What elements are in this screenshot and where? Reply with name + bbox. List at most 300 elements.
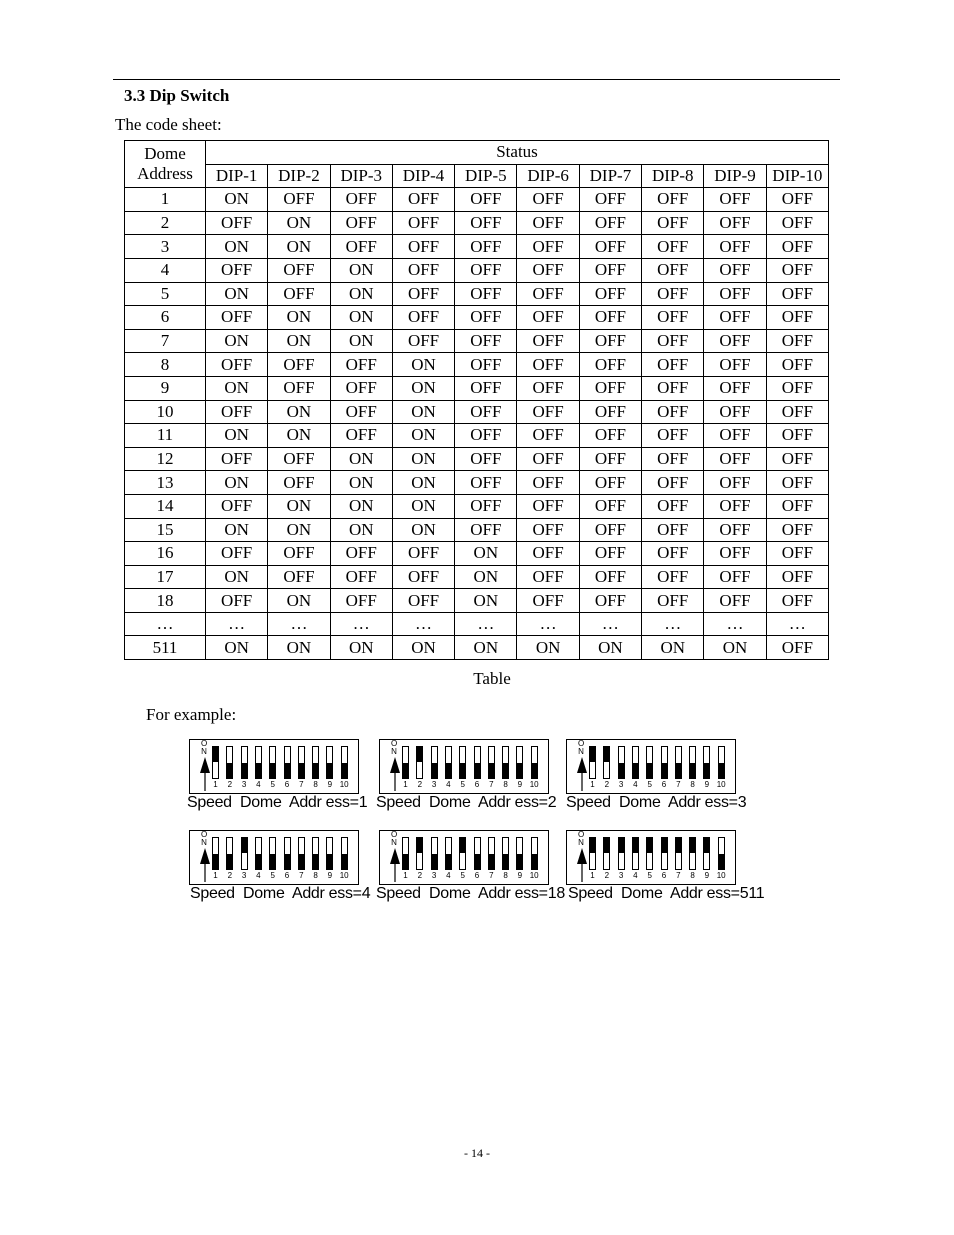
dip-example-label: Speed Dome Addr ess=3 <box>566 794 747 811</box>
switch-knob <box>446 763 451 778</box>
switch-number: 5 <box>460 871 465 880</box>
address-cell: 10 <box>125 400 206 424</box>
on-label <box>391 831 397 847</box>
dip-switch-2 <box>416 746 423 779</box>
status-cell: … <box>455 612 517 636</box>
status-cell: OFF <box>766 188 828 212</box>
status-cell: OFF <box>766 258 828 282</box>
table-row <box>125 235 829 259</box>
switch-knob <box>242 838 247 853</box>
dip-switch-diagram <box>566 830 736 885</box>
status-cell: OFF <box>517 494 579 518</box>
switch-knob <box>327 854 332 869</box>
status-cell: ON <box>268 518 330 542</box>
dip-switch-7 <box>488 837 495 870</box>
on-letter-o: O <box>201 739 208 748</box>
status-cell: OFF <box>642 424 704 448</box>
status-cell: ON <box>206 424 268 448</box>
dip-switch-8 <box>689 746 696 779</box>
dip-switch-4 <box>255 837 262 870</box>
status-cell: ON <box>206 188 268 212</box>
status-cell: OFF <box>455 494 517 518</box>
status-cell: ON <box>392 518 454 542</box>
status-cell: ON <box>392 447 454 471</box>
status-cell: ON <box>268 636 330 660</box>
status-cell: OFF <box>268 282 330 306</box>
status-cell: OFF <box>579 282 641 306</box>
dip-switch-1 <box>589 746 596 779</box>
status-cell: OFF <box>517 376 579 400</box>
table-row <box>125 542 829 566</box>
switch-knob <box>313 854 318 869</box>
status-cell: OFF <box>455 518 517 542</box>
switch-knob <box>633 838 638 853</box>
switch-knob <box>647 763 652 778</box>
table-row <box>125 376 829 400</box>
column-header: DIP-10 <box>766 164 828 188</box>
status-cell: OFF <box>517 400 579 424</box>
status-cell: ON <box>330 258 392 282</box>
status-cell: ON <box>517 636 579 660</box>
dip-switch-9 <box>326 837 333 870</box>
status-cell: OFF <box>517 258 579 282</box>
switch-number: 3 <box>431 780 437 789</box>
switch-knob <box>676 838 681 853</box>
status-cell: OFF <box>704 376 766 400</box>
dip-switch-2 <box>603 746 610 779</box>
dip-switch-5 <box>269 746 276 779</box>
status-cell: OFF <box>766 211 828 235</box>
address-cell: 17 <box>125 565 206 589</box>
switch-number: 3 <box>241 871 247 880</box>
dip-switch-9 <box>703 837 710 870</box>
status-cell: ON <box>392 636 454 660</box>
dip-switch-10 <box>341 746 348 779</box>
switch-knob <box>489 854 494 869</box>
status-cell: OFF <box>392 258 454 282</box>
status-cell: OFF <box>766 353 828 377</box>
switch-number: 9 <box>517 871 523 880</box>
address-cell: 13 <box>125 471 206 495</box>
dip-switch-8 <box>502 837 509 870</box>
status-cell: OFF <box>579 447 641 471</box>
status-cell: OFF <box>206 542 268 566</box>
status-cell: OFF <box>579 589 641 613</box>
status-cell: OFF <box>455 400 517 424</box>
status-cell: ON <box>268 589 330 613</box>
switch-number: 4 <box>446 780 451 789</box>
status-cell: OFF <box>392 211 454 235</box>
dip-switch-7 <box>675 746 682 779</box>
dip-switch-6 <box>284 746 291 779</box>
switch-number: 10 <box>716 871 726 880</box>
table-row <box>125 400 829 424</box>
table-row <box>125 494 829 518</box>
switch-knob <box>532 854 537 869</box>
status-cell: OFF <box>766 235 828 259</box>
table-row <box>125 471 829 495</box>
dip-switch-9 <box>516 837 523 870</box>
status-cell: OFF <box>392 542 454 566</box>
status-cell: ON <box>330 636 392 660</box>
status-cell: OFF <box>704 235 766 259</box>
address-cell: 5 <box>125 282 206 306</box>
status-cell: OFF <box>268 353 330 377</box>
dip-switch-diagram <box>189 739 359 794</box>
table-row <box>125 329 829 353</box>
switch-number: 9 <box>517 780 523 789</box>
on-label <box>391 740 397 756</box>
status-cell: OFF <box>392 282 454 306</box>
switch-number: 2 <box>417 871 423 880</box>
status-cell: OFF <box>704 282 766 306</box>
switch-knob <box>619 838 624 853</box>
status-cell: … <box>704 612 766 636</box>
section-title: 3.3 Dip Switch <box>124 86 230 105</box>
table-row <box>125 353 829 377</box>
address-cell: 8 <box>125 353 206 377</box>
dip-switch-10 <box>531 746 538 779</box>
on-letter-n: N <box>201 747 207 756</box>
dip-switch-1 <box>402 837 409 870</box>
switch-number: 2 <box>604 780 610 789</box>
switch-number: 4 <box>633 780 638 789</box>
status-cell: OFF <box>206 400 268 424</box>
status-cell: ON <box>579 636 641 660</box>
table-row <box>125 636 829 660</box>
status-cell: OFF <box>330 424 392 448</box>
status-cell: OFF <box>517 353 579 377</box>
switch-knob <box>590 747 595 762</box>
dip-switch-1 <box>212 746 219 779</box>
status-cell: OFF <box>704 589 766 613</box>
status-cell: ON <box>392 424 454 448</box>
status-cell: OFF <box>766 376 828 400</box>
status-cell: OFF <box>579 494 641 518</box>
status-cell: OFF <box>330 565 392 589</box>
status-cell: OFF <box>642 235 704 259</box>
dip-switch-3 <box>241 837 248 870</box>
intro-text: The code sheet: <box>115 115 222 134</box>
table-row <box>125 282 829 306</box>
switch-number: 3 <box>431 871 437 880</box>
status-cell: OFF <box>455 235 517 259</box>
code-sheet-table <box>124 140 829 660</box>
status-cell: OFF <box>642 211 704 235</box>
status-cell: … <box>517 612 579 636</box>
dip-switch-4 <box>632 746 639 779</box>
switch-number: 5 <box>270 871 275 880</box>
switch-knob <box>299 854 304 869</box>
status-cell: OFF <box>455 282 517 306</box>
switch-knob <box>503 763 508 778</box>
address-cell: 6 <box>125 306 206 330</box>
table-row <box>125 565 829 589</box>
status-cell: OFF <box>268 258 330 282</box>
status-cell: ON <box>268 424 330 448</box>
dip-switch-6 <box>474 837 481 870</box>
switch-number: 1 <box>403 780 408 789</box>
table-row <box>125 589 829 613</box>
status-cell: OFF <box>330 589 392 613</box>
status-cell: OFF <box>579 376 641 400</box>
on-label <box>201 831 207 847</box>
dip-switch-9 <box>703 746 710 779</box>
switch-number: 7 <box>299 871 304 880</box>
column-header: DIP-9 <box>704 164 766 188</box>
status-cell: ON <box>392 353 454 377</box>
example-label: For example: <box>146 705 237 724</box>
status-cell: ON <box>268 400 330 424</box>
column-header: DIP-8 <box>642 164 704 188</box>
status-cell: ON <box>268 494 330 518</box>
switch-number: 7 <box>676 871 681 880</box>
switch-number: 5 <box>647 871 652 880</box>
switch-number: 4 <box>256 780 261 789</box>
dip-switch-5 <box>459 746 466 779</box>
switch-number: 7 <box>299 780 304 789</box>
switch-number: 7 <box>489 871 494 880</box>
status-cell: OFF <box>766 424 828 448</box>
column-header: DIP-1 <box>206 164 268 188</box>
header-rule <box>113 79 840 80</box>
status-cell: OFF <box>517 424 579 448</box>
table-row <box>125 211 829 235</box>
status-cell: OFF <box>642 518 704 542</box>
status-cell: OFF <box>455 353 517 377</box>
status-cell: OFF <box>642 376 704 400</box>
table-caption: Table <box>473 669 511 688</box>
switch-knob <box>270 854 275 869</box>
status-cell: OFF <box>579 424 641 448</box>
switch-knob <box>503 854 508 869</box>
switch-knob <box>690 838 695 853</box>
status-cell: OFF <box>455 424 517 448</box>
on-letter-n: N <box>578 747 584 756</box>
switch-knob <box>475 763 480 778</box>
address-cell: 511 <box>125 636 206 660</box>
switch-knob <box>633 763 638 778</box>
status-cell: OFF <box>517 471 579 495</box>
status-cell: ON <box>206 376 268 400</box>
status-cell: ON <box>392 400 454 424</box>
switch-knob <box>417 838 422 853</box>
dip-switch-10 <box>341 837 348 870</box>
switch-knob <box>256 854 261 869</box>
status-cell: OFF <box>268 565 330 589</box>
switch-number: 5 <box>647 780 652 789</box>
dip-switch-3 <box>431 746 438 779</box>
address-header-line1: Dome <box>144 144 186 164</box>
status-cell: OFF <box>642 329 704 353</box>
status-cell: OFF <box>330 211 392 235</box>
status-cell: OFF <box>455 211 517 235</box>
address-cell: 7 <box>125 329 206 353</box>
status-cell: OFF <box>392 188 454 212</box>
switch-knob <box>285 854 290 869</box>
switch-knob <box>213 747 218 762</box>
status-cell: ON <box>330 447 392 471</box>
switch-number: 8 <box>690 780 695 789</box>
switch-knob <box>489 763 494 778</box>
dip-example-label: Speed Dome Addr ess=511 <box>568 885 765 902</box>
status-cell: ON <box>455 565 517 589</box>
status-cell: OFF <box>579 306 641 330</box>
switch-number: 1 <box>590 871 595 880</box>
dip-switch-5 <box>646 746 653 779</box>
switch-number: 1 <box>213 780 218 789</box>
switch-knob <box>460 763 465 778</box>
switch-knob <box>342 763 347 778</box>
dip-switch-10 <box>531 837 538 870</box>
status-cell: OFF <box>579 565 641 589</box>
status-cell: … <box>206 612 268 636</box>
dip-switch-diagram <box>379 739 549 794</box>
on-letter-o: O <box>391 830 398 839</box>
table-row <box>125 424 829 448</box>
status-cell: ON <box>704 636 766 660</box>
dip-switch-2 <box>226 837 233 870</box>
switch-knob <box>662 838 667 853</box>
switch-knob <box>604 838 609 853</box>
status-cell: ON <box>330 518 392 542</box>
switch-number: 1 <box>590 780 595 789</box>
table-header-row <box>125 141 829 165</box>
dip-switch-10 <box>718 837 725 870</box>
switch-number: 2 <box>604 871 610 880</box>
status-cell: ON <box>268 235 330 259</box>
status-cell: OFF <box>642 471 704 495</box>
status-cell: OFF <box>579 518 641 542</box>
switch-knob <box>313 763 318 778</box>
status-cell: OFF <box>704 447 766 471</box>
status-cell: ON <box>455 636 517 660</box>
status-cell: OFF <box>579 188 641 212</box>
switch-knob <box>532 763 537 778</box>
status-cell: ON <box>206 471 268 495</box>
switch-knob <box>227 854 232 869</box>
switch-number: 2 <box>417 780 423 789</box>
switch-knob <box>460 838 465 853</box>
status-cell: … <box>766 612 828 636</box>
status-cell: OFF <box>392 306 454 330</box>
switch-number: 6 <box>474 780 480 789</box>
status-cell: OFF <box>766 447 828 471</box>
status-cell: OFF <box>642 282 704 306</box>
status-cell: OFF <box>642 353 704 377</box>
status-cell: OFF <box>517 306 579 330</box>
page-number: - 14 - <box>464 1146 490 1160</box>
status-cell: OFF <box>579 211 641 235</box>
status-cell: OFF <box>455 329 517 353</box>
status-cell: OFF <box>268 188 330 212</box>
switch-knob <box>227 763 232 778</box>
switch-knob <box>719 854 724 869</box>
switch-knob <box>676 763 681 778</box>
status-cell: OFF <box>517 565 579 589</box>
status-cell: OFF <box>704 306 766 330</box>
on-letter-n: N <box>201 838 207 847</box>
status-cell: OFF <box>392 589 454 613</box>
switch-number: 5 <box>270 780 275 789</box>
status-cell: OFF <box>642 258 704 282</box>
switch-knob <box>270 763 275 778</box>
status-cell: ON <box>392 494 454 518</box>
switch-number: 9 <box>704 780 710 789</box>
switch-number: 3 <box>618 780 624 789</box>
status-cell: ON <box>206 329 268 353</box>
switch-knob <box>704 838 709 853</box>
status-cell: OFF <box>704 400 766 424</box>
status-cell: OFF <box>517 282 579 306</box>
status-cell: OFF <box>268 471 330 495</box>
address-header-line2: Address <box>137 164 193 184</box>
column-header: DIP-2 <box>268 164 330 188</box>
status-cell: OFF <box>206 447 268 471</box>
status-cell: OFF <box>517 447 579 471</box>
dip-switch-3 <box>618 837 625 870</box>
status-cell: OFF <box>766 400 828 424</box>
switch-knob <box>242 763 247 778</box>
switch-knob <box>403 763 408 778</box>
status-cell: OFF <box>392 329 454 353</box>
switch-knob <box>432 763 437 778</box>
status-cell: OFF <box>268 376 330 400</box>
address-cell: 2 <box>125 211 206 235</box>
switch-knob <box>590 838 595 853</box>
dip-switch-9 <box>326 746 333 779</box>
status-cell: OFF <box>517 329 579 353</box>
status-cell: OFF <box>517 518 579 542</box>
status-cell: … <box>579 612 641 636</box>
address-cell: 18 <box>125 589 206 613</box>
dip-switch-6 <box>284 837 291 870</box>
status-cell: OFF <box>766 306 828 330</box>
status-cell: OFF <box>206 353 268 377</box>
switch-number: 8 <box>503 871 508 880</box>
status-cell: OFF <box>642 447 704 471</box>
dip-example-label: Speed Dome Addr ess=4 <box>190 885 371 902</box>
switch-knob <box>704 763 709 778</box>
status-cell: ON <box>455 589 517 613</box>
dip-example-label: Speed Dome Addr ess=2 <box>376 794 557 811</box>
status-cell: ON <box>330 329 392 353</box>
status-cell: OFF <box>206 211 268 235</box>
address-cell: 4 <box>125 258 206 282</box>
status-cell: OFF <box>704 353 766 377</box>
dip-switch-3 <box>241 746 248 779</box>
status-cell: OFF <box>642 542 704 566</box>
switch-knob <box>432 854 437 869</box>
on-letter-n: N <box>391 747 397 756</box>
switch-number: 2 <box>227 780 233 789</box>
status-cell: OFF <box>330 542 392 566</box>
switch-number: 6 <box>661 780 667 789</box>
status-cell: OFF <box>455 471 517 495</box>
on-label <box>201 740 207 756</box>
switch-number: 6 <box>661 871 667 880</box>
switch-knob <box>619 763 624 778</box>
address-cell: 14 <box>125 494 206 518</box>
status-cell: OFF <box>766 589 828 613</box>
table-row <box>125 306 829 330</box>
switch-number: 7 <box>676 780 681 789</box>
switch-number: 2 <box>227 871 233 880</box>
switch-number: 4 <box>446 871 451 880</box>
switch-knob <box>517 854 522 869</box>
switch-knob <box>403 854 408 869</box>
switch-knob <box>327 763 332 778</box>
